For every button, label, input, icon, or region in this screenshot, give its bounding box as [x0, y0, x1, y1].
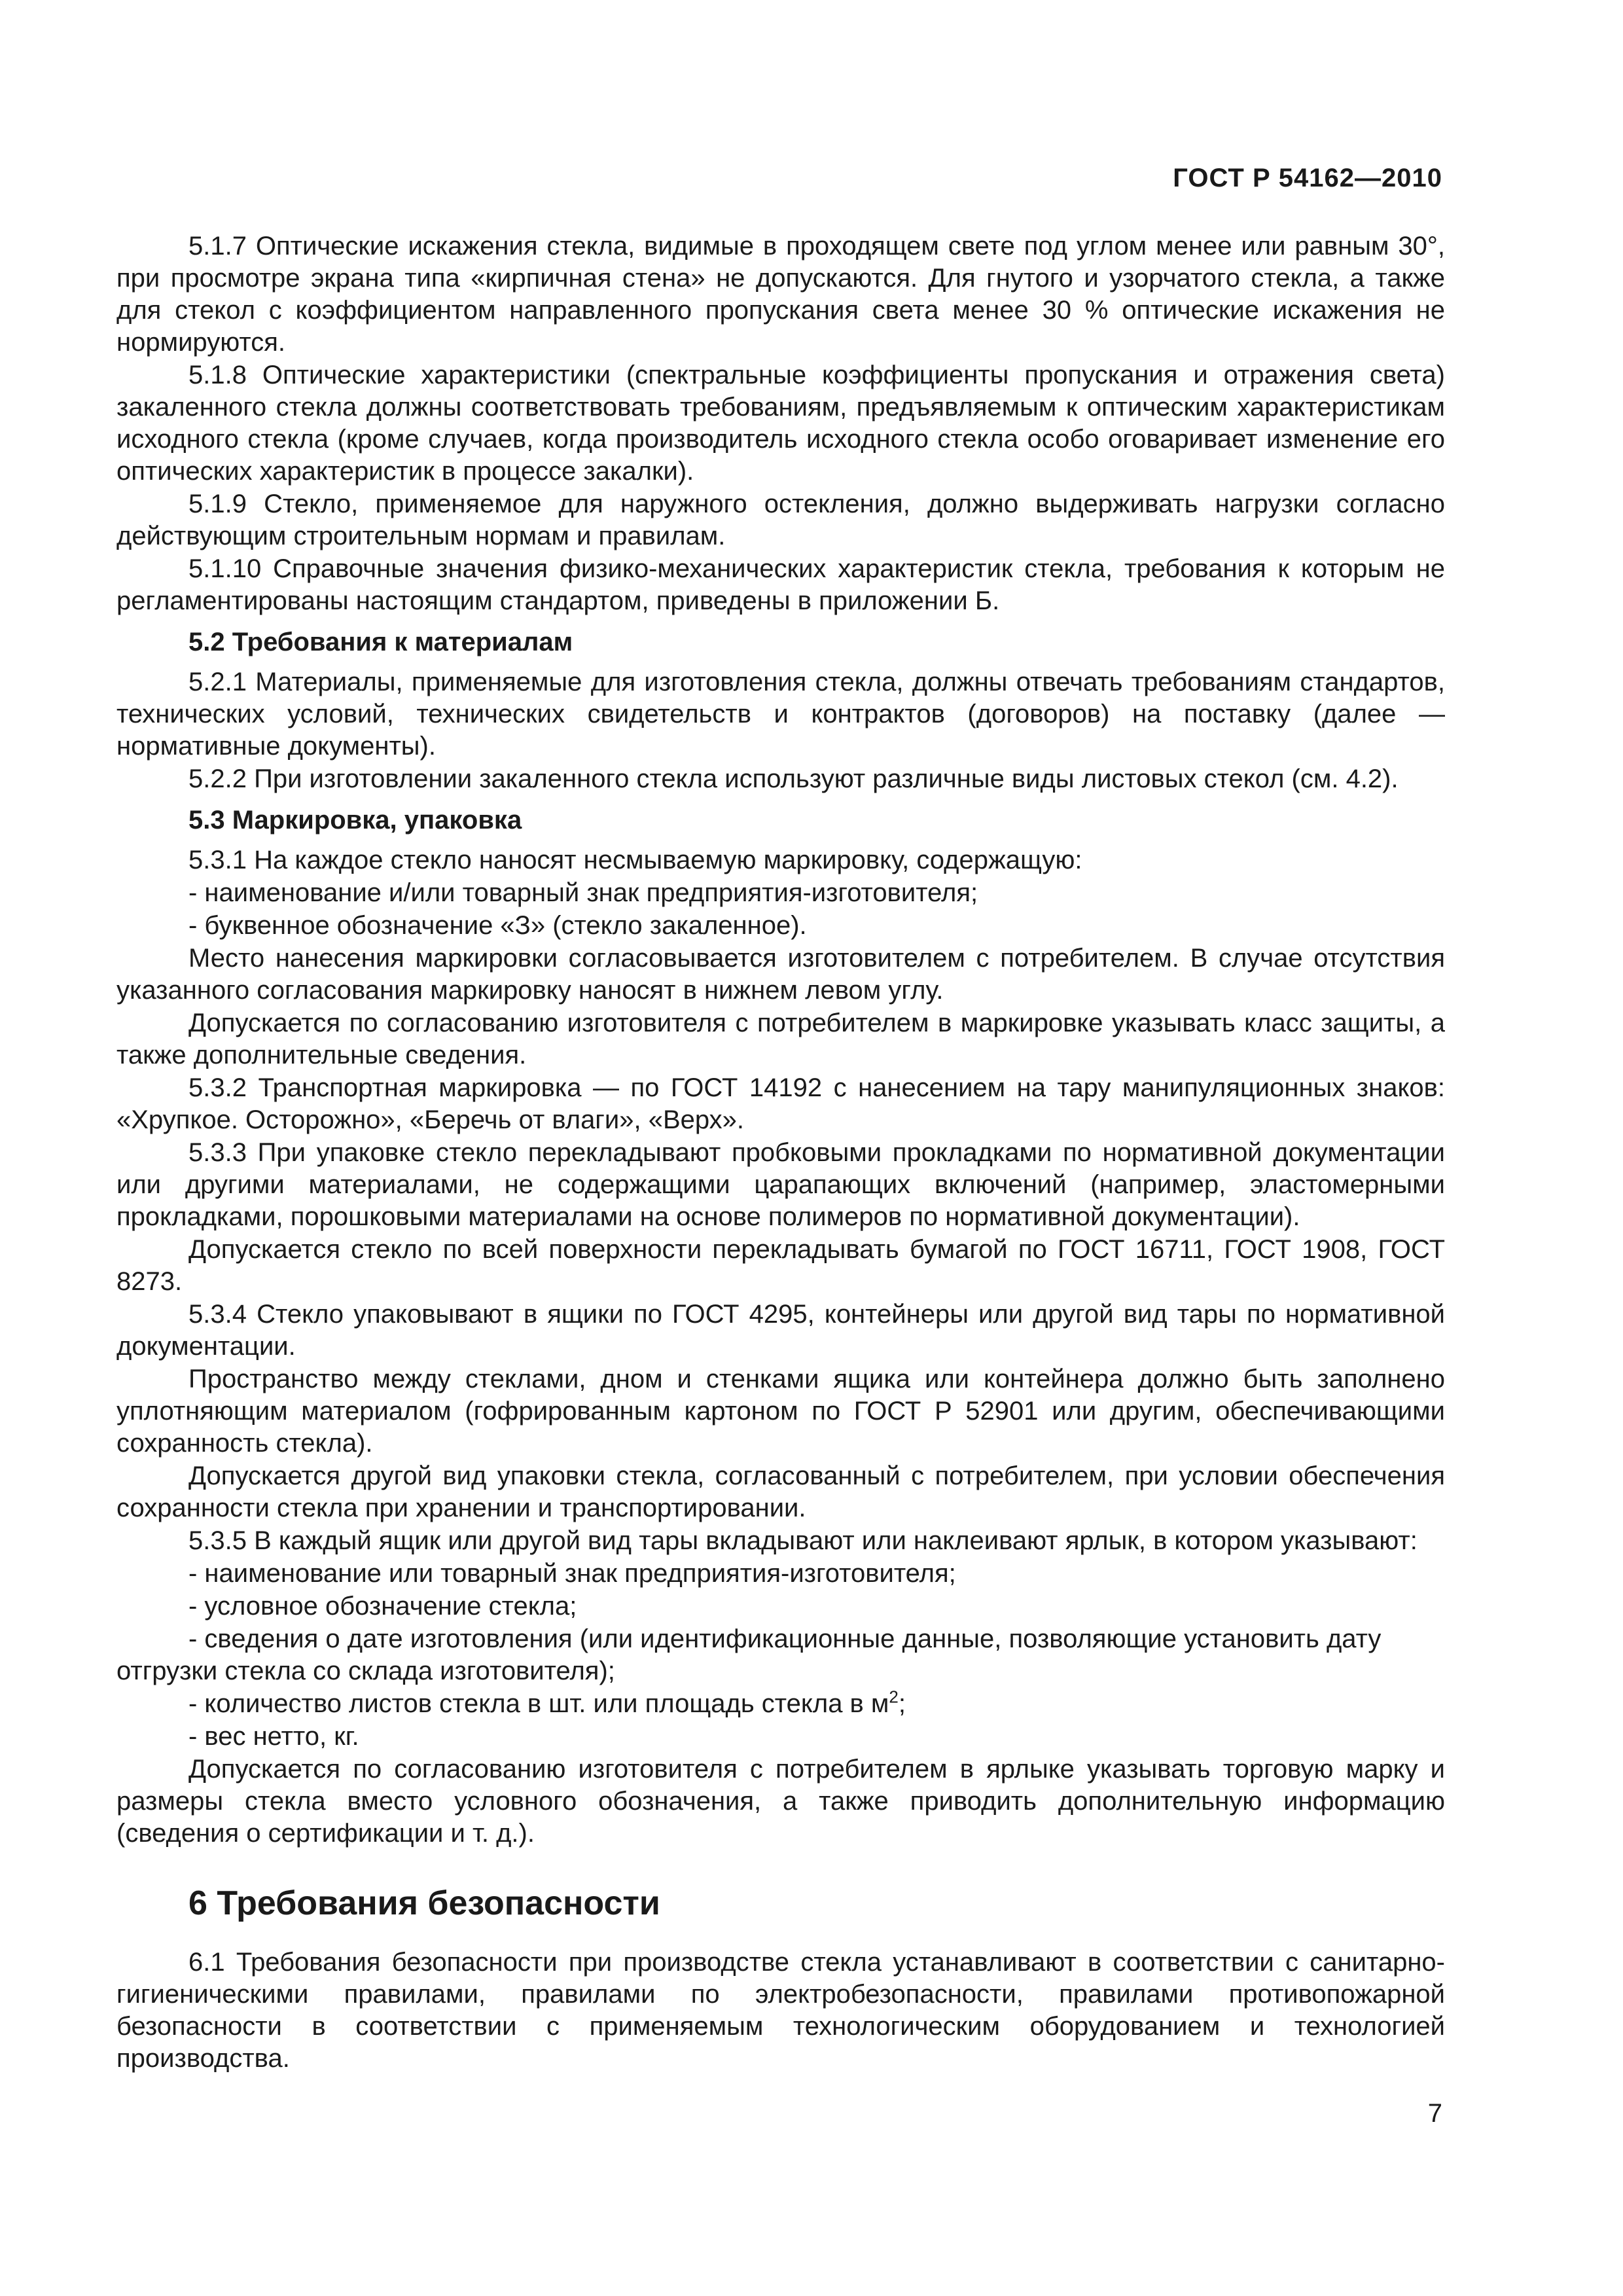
- paragraph-marking-allowed: Допускается по согласованию изготовителя с потребителем в маркировке указывать класс защиты, а также дополнительные сведения.: [116, 1009, 1445, 1069]
- list-item-end: ;: [898, 1689, 906, 1718]
- paragraph-5-3-1: 5.3.1 На каждое стекло наносят несмываемую маркировку, содержащую:: [188, 846, 1082, 874]
- paragraph-5-2-1: 5.2.1 Материалы, применяемые для изготовления стекла, должны отвечать требованиям стандартов, технических условий, технических свидетельств и контрактов (договоров) на поставку (далее — нормативные документы).: [116, 668, 1445, 761]
- superscript: 2: [889, 1687, 899, 1707]
- subsection-heading-5-3: 5.3 Маркировка, упаковка: [188, 806, 522, 834]
- document-body: [116, 230, 1445, 2075]
- paragraph-5-1-8: 5.1.8 Оптические характеристики (спектральные коэффициенты пропускания и отражения света) закаленного стекла должны соответствовать требованиям, предъявляемым к оптическим характеристикам исходного стекла (кроме случаев, когда производитель исходного стекла особо оговаривает изменение его оптических характеристик в процессе закалки).: [116, 361, 1445, 486]
- list-item: - вес нетто, кг.: [188, 1722, 359, 1751]
- paragraph-5-2-2: 5.2.2 При изготовлении закаленного стекла используют различные виды листовых стекол (см. 4.2).: [188, 764, 1399, 793]
- paragraph-5-3-5: 5.3.5 В каждый ящик или другой вид тары вкладывают или наклеивают ярлык, в котором указывают:: [188, 1526, 1418, 1555]
- section-heading-6: 6 Требования безопасности: [188, 1884, 660, 1922]
- paragraph-5-1-7: 5.1.7 Оптические искажения стекла, видимые в проходящем свете под углом менее или равным 30°, при просмотре экрана типа «кирпичная стена» не допускаются. Для гнутого и узорчатого стекла, а также для стекол с коэффициентом направленного пропускания света менее 30 % оптические искажения не нормируются.: [116, 232, 1445, 357]
- paragraph-other-packaging: Допускается другой вид упаковки стекла, согласованный с потребителем, при условии обеспечения сохранности стекла при хранении и транспортировании.: [116, 1462, 1445, 1522]
- paragraph-6-1: 6.1 Требования безопасности при производстве стекла устанавливают в соответствии с санитарно-гигиеническими правилами, правилами по электробезопасности, правилами противопожарной безопасности в соответствии с применяемым технологическим оборудованием и технологией производства.: [116, 1948, 1445, 2073]
- subsection-heading-5-2: 5.2 Требования к материалам: [188, 628, 573, 656]
- list-item: - условное обозначение стекла;: [188, 1592, 577, 1621]
- paragraph-5-3-4: 5.3.4 Стекло упаковывают в ящики по ГОСТ 4295, контейнеры или другой вид тары по нормативной документации.: [116, 1300, 1445, 1361]
- paragraph-marking-place: Место нанесения маркировки согласовывается изготовителем с потребителем. В случае отсутствия указанного согласования маркировку наносят в нижнем левом углу.: [116, 944, 1445, 1005]
- document-id-header: ГОСТ Р 54162—2010: [1173, 164, 1442, 192]
- page-number: 7: [1427, 2099, 1442, 2128]
- paragraph-5-3-3: 5.3.3 При упаковке стекло перекладывают пробковыми прокладками по нормативной документации или другими материалами, не содержащими царапающих включений (например, эластомерными прокладками, порошковыми материалами на основе полимеров по нормативной документации).: [116, 1138, 1445, 1231]
- paragraph-space-filling: Пространство между стеклами, дном и стенками ящика или контейнера должно быть заполнено уплотняющим материалом (гофрированным картоном по ГОСТ Р 52901 или другим, обеспечивающими сохранность стекла).: [116, 1365, 1445, 1458]
- list-item-text: - количество листов стекла в шт. или площадь стекла в м: [188, 1689, 889, 1718]
- list-item: - наименование или товарный знак предприятия-изготовителя;: [188, 1559, 956, 1588]
- paragraph-paper-interleave: Допускается стекло по всей поверхности перекладывать бумагой по ГОСТ 16711, ГОСТ 1908, ГОСТ 8273.: [116, 1235, 1445, 1296]
- paragraph-5-3-2: 5.3.2 Транспортная маркировка — по ГОСТ 14192 с нанесением на тару манипуляционных знаков: «Хрупкое. Осторожно», «Беречь от влаги», «Верх».: [116, 1073, 1445, 1134]
- list-item: - буквенное обозначение «З» (стекло закаленное).: [188, 911, 807, 940]
- paragraph-label-allowed: Допускается по согласованию изготовителя с потребителем в ярлыке указывать торговую марку и размеры стекла вместо условного обозначения, а также приводить дополнительную информацию (сведения о сертификации и т. д.).: [116, 1755, 1445, 1848]
- list-item: [188, 1688, 1445, 1720]
- paragraph-5-1-9: 5.1.9 Стекло, применяемое для наружного остекления, должно выдерживать нагрузки согласно действующим строительным нормам и правилам.: [116, 490, 1445, 550]
- paragraph-5-1-10: 5.1.10 Справочные значения физико-механических характеристик стекла, требования к которым не регламентированы настоящим стандартом, приведены в приложении Б.: [116, 554, 1445, 615]
- list-item: - наименование и/или товарный знак предприятия-изготовителя;: [188, 878, 978, 907]
- list-item: - сведения о дате изготовления (или идентификационные данные, позволяющие установить дату отгрузки стекла со склада изготовителя);: [116, 1624, 1382, 1685]
